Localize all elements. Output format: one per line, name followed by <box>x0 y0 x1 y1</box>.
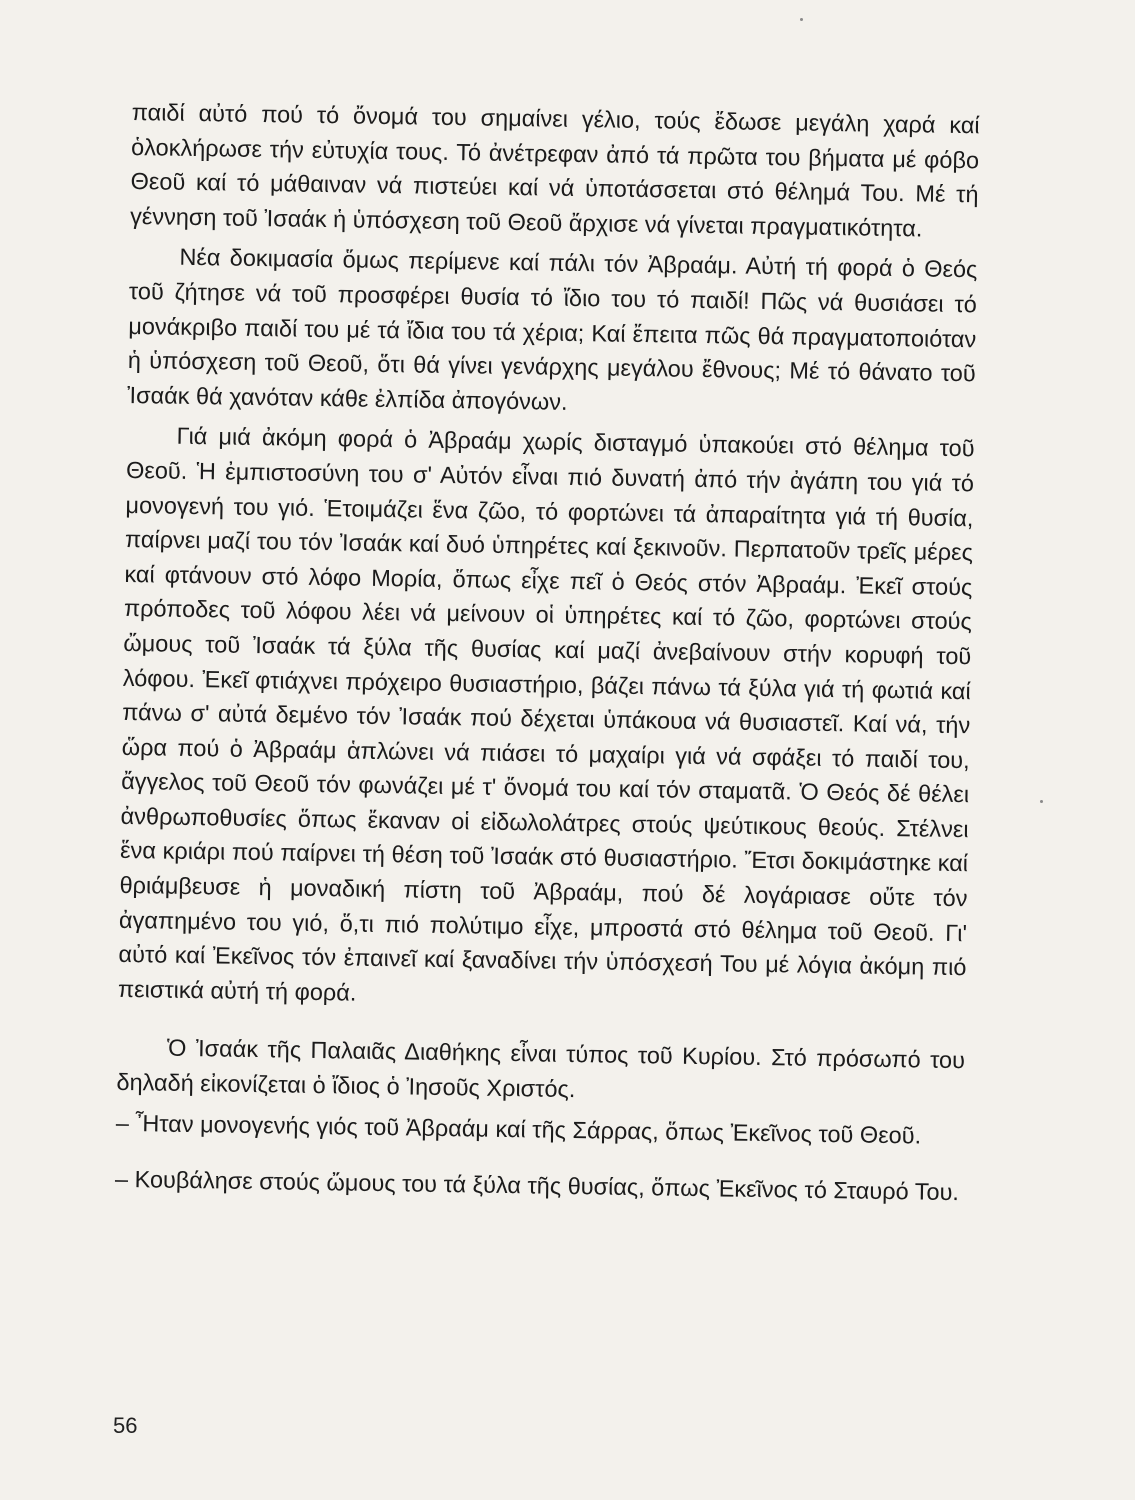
paragraph-new-trial: Νέα δοκιμασία ὅμως περίμενε καί πάλι τόν Ἀβραάμ. Αὐτή τή φορά ὁ Θεός τοῦ ζήτησε νά τοῦ προσφέρει θυσία τό ἴδιο του τό παιδί! Πῶς νά θυσιάσει τό μονάκριβο παιδί του μέ τά ἴδια του τά χέρια; Καί ἔπειτα πῶς θά πραγματοποιόταν ἡ ὑπόσχεση τοῦ Θεοῦ, ὅτι θά γίνει γενάρχης μεγάλου ἔθνους; Μέ τό θάνατο τοῦ Ἰσαάκ θά χανόταν κάθε ἐλπίδα ἀπογόνων. <box>127 244 978 415</box>
scan-speck <box>800 18 803 21</box>
body-text <box>115 95 980 1216</box>
scan-speck <box>1040 800 1043 803</box>
list-item-only-son: – Ἦταν μονογενής γιός τοῦ Ἀβραάμ καί τῆς Σάρρας, ὅπως Ἐκεῖνος τοῦ Θεοῦ. <box>115 1109 922 1149</box>
list-item-carried-wood: – Κουβάλησε στούς ὤμους του τά ξύλα τῆς θυσίας, ὅπως Ἐκεῖνος τό Σταυρό Του. <box>114 1166 960 1206</box>
paragraph-sacrifice: Γιά μιά ἀκόμη φορά ὁ Ἀβραάμ χωρίς δισταγμό ὑπακούει στό θέλημα τοῦ Θεοῦ. Ἡ ἐμπιστοσύνη του σ' Αὐτόν εἶναι πιό δυνατή ἀπό τήν ἀγάπη του γιά τό μονογενή του γιό. Ἑτοιμάζει ἕνα ζῶο, τό φορτώνει τά ἀπαραίτητα γιά τή θυσία, παίρνει μαζί του τόν Ἰσαάκ καί δυό ὑπηρέτες καί ξεκινοῦν. Περπατοῦν τρεῖς μέρες καί φτάνουν στό λόφο Μορία, ὅπως εἶχε πεῖ ὁ Θεός στόν Ἀβραάμ. Ἐκεῖ στούς πρόποδες τοῦ λόφου λέει νά μείνουν οἱ ὑπηρέτες καί τό ζῶο, φορτώνει στούς ὤμους τοῦ Ἰσαάκ τά ξύλα τῆς θυσίας καί μαζί ἀνεβαίνουν στήν κορυφή τοῦ λόφου. Ἐκεῖ φτιάχνει πρόχειρο θυσιαστήριο, βάζει πάνω τά ξύλα γιά τή φωτιά καί πάνω σ' αὐτά δεμένο τόν Ἰσαάκ πού δέχεται ὑπάκουα νά θυσιαστεῖ. Καί νά, τήν ὥρα πού ὁ Ἀβραάμ ἁπλώνει νά πιάσει τό μαχαίρι γιά νά σφάξει τό παιδί του, ἄγγελος τοῦ Θεοῦ τόν φωνάζει μέ τ' ὄνομά του καί τόν σταματᾶ. Ὁ Θεός δέ θέλει ἀνθρωποθυσίες ὅπως ἔκαναν οἱ εἰδωλολάτρες στούς ψεύτικους θεούς. Στέλνει ἕνα κριάρι πού παίρνει τή θέση τοῦ Ἰσαάκ στό θυσιαστήριο. Ἔτσι δοκιμάστηκε καί θριάμβευσε ἡ μοναδική πίστη τοῦ Ἀβραάμ, πού δέ λογάριασε οὔτε τόν ἀγαπημένο του γιό, ὅ,τι πιό πολύτιμο εἶχε, μπροστά στό θέλημα τοῦ Θεοῦ. Γι' αὐτό καί Ἐκεῖνος τόν ἐπαινεῖ καί ξαναδίνει τήν ὑπόσχεσή Του μέ λόγια ἀκόμη πιό πειστικά αὐτή τή φορά. <box>117 423 975 1006</box>
page-number: 56 <box>113 1413 138 1438</box>
paragraph-isaac-type: Ὁ Ἰσαάκ τῆς Παλαιᾶς Διαθήκης εἶναι τύπος τοῦ Κυρίου. Στό πρόσωπό του δηλαδή εἰκονίζεται ὁ ἴδιος ὁ Ἰησοῦς Χριστός. <box>116 1035 966 1103</box>
paragraph-isaac-birth: παιδί αὐτό πού τό ὄνομά του σημαίνει γέλιο, τούς ἔδωσε μεγάλη χαρά καί ὁλοκλήρωσε τήν εὐτυχία τους. Τό ἀνέτρεφαν ἀπό τά πρῶτα του βήματα μέ φόβο Θεοῦ καί τό μάθαιναν νά πιστεύει καί νά ὑποτάσσεται στό θέλημά Του. Μέ τή γέννηση τοῦ Ἰσαάκ ἡ ὑπόσχεση τοῦ Θεοῦ ἄρχισε νά γίνεται πραγματικότητα. <box>129 98 980 242</box>
